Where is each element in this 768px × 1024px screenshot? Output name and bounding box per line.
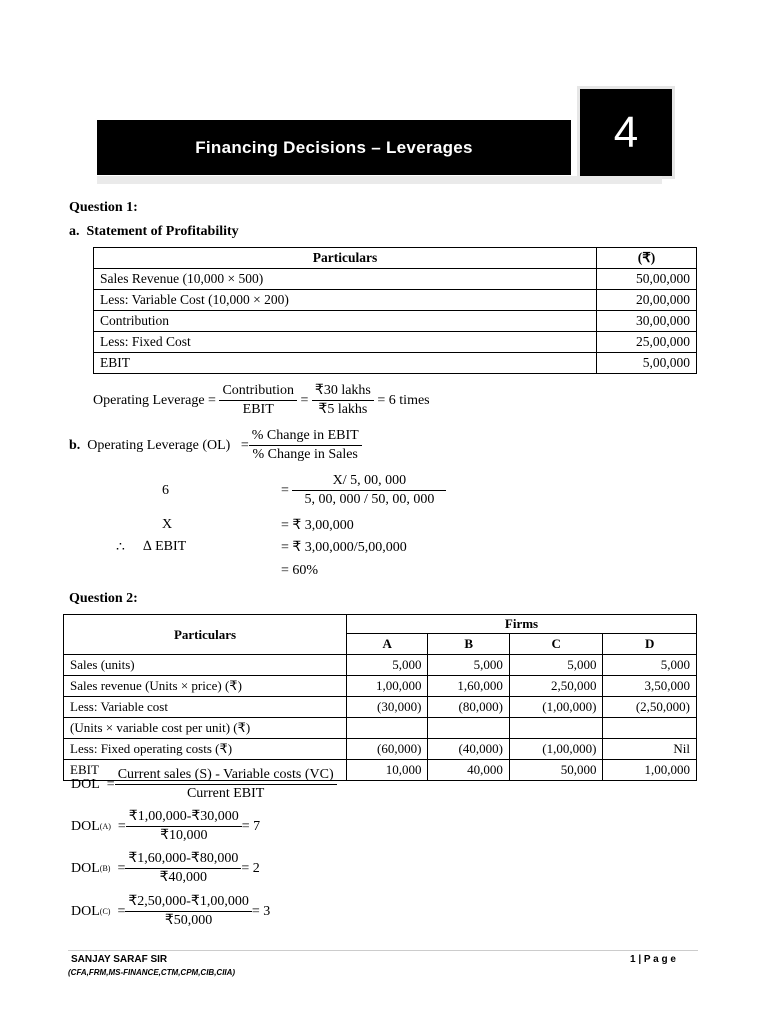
denominator: Current EBIT (186, 786, 265, 801)
equals: = (117, 860, 126, 876)
table-cell (603, 718, 697, 739)
line4-left: ∆ EBIT (143, 539, 187, 554)
table-header: B (428, 634, 509, 655)
table-cell: Less: Variable Cost (10,000 × 200) (94, 290, 597, 311)
line2-formula (281, 472, 446, 509)
numerator: Current sales (S) - Variable costs (VC) (115, 766, 337, 785)
equals: = (106, 776, 115, 792)
fraction (115, 766, 337, 803)
firms-table (63, 614, 697, 781)
formula-result: = 6 times (377, 392, 430, 408)
therefore-symbol: ∴ (116, 540, 125, 555)
fraction (312, 382, 374, 419)
table-header: C (509, 634, 603, 655)
numerator: X/ 5, 00, 000 (292, 472, 446, 491)
denominator: ₹40,000 (159, 870, 208, 885)
table-cell: EBIT (64, 760, 347, 781)
numerator: ₹1,00,000-₹30,000 (126, 808, 242, 827)
table-row (64, 739, 697, 760)
table-row (94, 353, 697, 374)
table-cell: 2,50,000 (509, 676, 603, 697)
numerator: % Change in EBIT (249, 427, 362, 446)
chapter-title: Financing Decisions – Leverages (97, 120, 571, 175)
denominator: ₹50,000 (164, 913, 213, 928)
table-cell: Sales revenue (Units × price) (₹) (64, 676, 347, 697)
table-cell: 1,00,000 (347, 676, 428, 697)
fraction (219, 382, 297, 419)
numerator: Contribution (219, 382, 297, 401)
table-cell (428, 718, 509, 739)
formula-result: = 7 (241, 818, 261, 834)
formula-label: Operating Leverage (OL) (87, 437, 231, 453)
subscript: (B) (99, 864, 111, 873)
table-cell: 10,000 (347, 760, 428, 781)
table-cell: 20,00,000 (597, 290, 697, 311)
table-cell: Sales (units) (64, 655, 347, 676)
table-cell: Sales Revenue (10,000 × 500) (94, 269, 597, 290)
table-row (94, 269, 697, 290)
subscript: (C) (99, 907, 111, 916)
table-cell: 5,000 (509, 655, 603, 676)
table-row (94, 311, 697, 332)
table-cell: 25,00,000 (597, 332, 697, 353)
table-cell: 1,00,000 (603, 760, 697, 781)
formula-label: Operating Leverage = (93, 392, 216, 408)
profitability-table (93, 247, 697, 374)
table-cell: (Units × variable cost per unit) (₹) (64, 718, 347, 739)
table-cell: (30,000) (347, 697, 428, 718)
fraction (292, 472, 446, 509)
dol-formula (71, 766, 337, 803)
part-b-letter: b. (69, 437, 81, 453)
table-cell: (80,000) (428, 697, 509, 718)
equals: = (117, 903, 126, 919)
table-cell: Contribution (94, 311, 597, 332)
table-cell: 5,000 (347, 655, 428, 676)
table-header: Particulars (94, 248, 597, 269)
table-cell: (2,50,000) (603, 697, 697, 718)
table-cell: 3,50,000 (603, 676, 697, 697)
numerator: ₹2,50,000-₹1,00,000 (125, 893, 251, 912)
table-row (64, 697, 697, 718)
dol-b-formula (71, 850, 260, 887)
table-cell: 5,00,000 (597, 353, 697, 374)
denominator: EBIT (242, 402, 274, 417)
chapter-number: 4 (580, 89, 672, 176)
table-row (94, 332, 697, 353)
formula-label: DOL (71, 903, 100, 919)
table-cell: 30,00,000 (597, 311, 697, 332)
q1-part-a: a. Statement of Profitability (69, 224, 239, 239)
table-row (94, 290, 697, 311)
numerator: ₹30 lakhs (312, 382, 374, 401)
footer-author: SANJAY SARAF SIR (71, 954, 168, 965)
formula-result: = 2 (241, 860, 260, 876)
fraction (126, 808, 242, 845)
equals: = (117, 818, 126, 834)
ol-formula (93, 382, 430, 419)
table-cell: Less: Variable cost (64, 697, 347, 718)
part-b-formula (69, 427, 362, 464)
line4-right: = ₹ 3,00,000/5,00,000 (281, 540, 407, 555)
table-cell: 5,000 (428, 655, 509, 676)
table-cell (509, 718, 603, 739)
denominator: % Change in Sales (252, 447, 358, 462)
q1-heading: Question 1: (69, 200, 138, 215)
fraction (249, 427, 362, 464)
footer-credentials: (CFA,FRM,MS-FINANCE,CTM,CPM,CIB,CIIA) (68, 968, 236, 977)
q2-heading: Question 2: (69, 591, 138, 606)
equals: = (240, 437, 249, 453)
table-cell: 50,00,000 (597, 269, 697, 290)
dol-c-formula (71, 893, 270, 930)
table-cell: (1,00,000) (509, 739, 603, 760)
dol-a-formula (71, 808, 260, 845)
table-cell: EBIT (94, 353, 597, 374)
table-row (64, 718, 697, 739)
line5-right: = 60% (281, 563, 319, 578)
table-header: A (347, 634, 428, 655)
table-header: Particulars (64, 615, 347, 655)
table-row (64, 676, 697, 697)
line3-left: X (162, 517, 173, 532)
page-number: 1 | P a g e (630, 954, 676, 965)
table-cell: 40,000 (428, 760, 509, 781)
table-header: D (603, 634, 697, 655)
table-header: (₹) (597, 248, 697, 269)
table-cell: (40,000) (428, 739, 509, 760)
table-row (64, 655, 697, 676)
formula-label: DOL (71, 860, 100, 876)
equals: = (300, 392, 309, 408)
denominator: 5, 00, 000 / 50, 00, 000 (304, 492, 435, 507)
equals: = (281, 482, 289, 498)
fraction (125, 893, 251, 930)
subscript: (A) (99, 822, 111, 831)
banner-shadow (97, 176, 662, 184)
table-cell: (1,00,000) (509, 697, 603, 718)
numerator: ₹1,60,000-₹80,000 (125, 850, 241, 869)
denominator: ₹5 lakhs (318, 402, 368, 417)
table-header: Firms (347, 615, 697, 634)
table-cell (347, 718, 428, 739)
line2-left: 6 (162, 483, 169, 498)
formula-result: = 3 (251, 903, 271, 919)
fraction (125, 850, 241, 887)
table-cell: Less: Fixed Cost (94, 332, 597, 353)
table-cell: 50,000 (509, 760, 603, 781)
table-cell: Nil (603, 739, 697, 760)
table-cell: 5,000 (603, 655, 697, 676)
line3-right: = ₹ 3,00,000 (281, 518, 354, 533)
footer-divider (68, 950, 698, 951)
table-cell: 1,60,000 (428, 676, 509, 697)
formula-label: DOL (71, 776, 100, 792)
denominator: ₹10,000 (160, 828, 208, 843)
table-cell: Less: Fixed operating costs (₹) (64, 739, 347, 760)
formula-label: DOL (71, 818, 100, 834)
table-cell: (60,000) (347, 739, 428, 760)
